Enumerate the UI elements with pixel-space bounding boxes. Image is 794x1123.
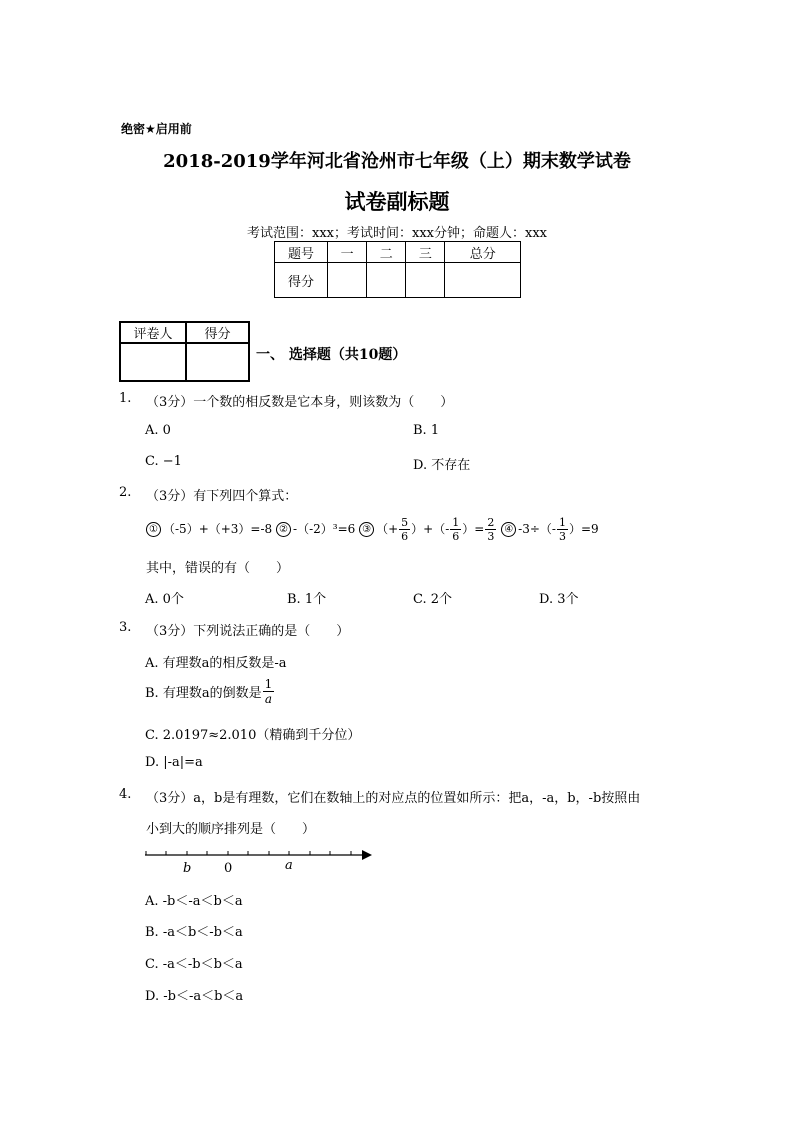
question-3-option-d[interactable]: D. |-a|=a [145, 755, 203, 770]
question-1-option-b[interactable]: B. 1 [413, 423, 440, 438]
question-2-option-d[interactable]: D. 3个 [539, 592, 579, 607]
score-cell-3[interactable] [406, 263, 445, 298]
score-header-label: 题号 [275, 242, 328, 263]
question-2-option-c[interactable]: C. 2个 [413, 592, 453, 607]
grader-cell[interactable] [120, 343, 186, 381]
question-4-option-c[interactable]: C. -a＜-b＜b＜a [145, 957, 243, 972]
question-1-number: 1. [119, 391, 132, 406]
grader-table [119, 321, 250, 382]
question-1-option-a[interactable]: A. 0 [145, 423, 171, 438]
score-cell-2[interactable] [367, 263, 406, 298]
circled-3: ③ [359, 522, 374, 537]
expr-3a: （+ [376, 522, 399, 536]
number-line-label-a: a [285, 858, 293, 873]
score-header-2: 二 [367, 242, 406, 263]
question-3-number: 3. [119, 620, 132, 635]
question-2-expressions [146, 512, 599, 546]
score-header-total: 总分 [445, 242, 521, 263]
question-3-option-b[interactable] [145, 678, 275, 705]
grader-score-cell[interactable] [186, 343, 249, 381]
question-2-follow: 其中，错误的有（ ） [146, 561, 290, 576]
question-3-option-a[interactable]: A. 有理数a的相反数是-a [145, 656, 287, 671]
score-header-1: 一 [328, 242, 367, 263]
expr-1: （-5）+（+3）=-8 [163, 522, 273, 536]
fraction-5-6: $\frac{5}{6}$ [401, 516, 409, 543]
number-line [140, 845, 380, 879]
expr-2: -（-2）³=6 [293, 522, 356, 536]
question-2-option-a[interactable]: A. 0个 [145, 592, 184, 607]
score-cell-1[interactable] [328, 263, 367, 298]
secret-mark: 绝密★启用前 [121, 122, 192, 136]
fraction-2-3: $\frac{2}{3}$ [487, 516, 495, 543]
exam-subtitle: 试卷副标题 [344, 189, 450, 214]
question-1-stem: （3分）一个数的相反数是它本身，则该数为（ ） [146, 395, 454, 410]
question-3-option-c[interactable]: C. 2.0197≈2.010（精确到千分位） [145, 728, 361, 743]
grader-score-header: 得分 [186, 322, 249, 343]
expr-4b: ）=9 [568, 522, 599, 536]
expr-4a: -3÷（- [518, 522, 556, 536]
question-1-option-c[interactable]: C. −1 [145, 454, 182, 469]
question-2-number: 2. [119, 485, 132, 500]
section-title: 一、 选择题（共10题） [256, 347, 407, 363]
circled-4: ④ [501, 522, 516, 537]
fraction-1-3: $\frac{1}{3}$ [558, 516, 566, 543]
question-2-stem: （3分）有下列四个算式： [146, 489, 298, 504]
question-2-option-b[interactable]: B. 1个 [287, 592, 327, 607]
question-3-option-b-text: B. 有理数a的倒数是 [145, 686, 262, 701]
grader-header: 评卷人 [120, 322, 186, 343]
question-4-option-b[interactable]: B. -a＜b＜-b＜a [145, 925, 243, 940]
number-line-arrow [362, 850, 372, 860]
question-4-option-d[interactable]: D. -b＜-a＜b＜a [145, 989, 244, 1004]
question-3-stem: （3分）下列说法正确的是（ ） [146, 624, 350, 639]
circled-1: ① [146, 522, 161, 537]
fraction-1-6: $\frac{1}{6}$ [452, 516, 460, 543]
exam-info: 考试范围：xxx；考试时间：xxx分钟；命题人：xxx [247, 226, 547, 241]
question-1-option-d[interactable]: D. 不存在 [413, 458, 471, 473]
question-4-number: 4. [119, 787, 132, 802]
score-table [274, 241, 521, 298]
fraction-1-over-a: $\frac{1}{a}$ [264, 677, 273, 706]
expr-3c: ）= [462, 522, 485, 536]
question-4-option-a[interactable]: A. -b＜-a＜b＜a [145, 894, 243, 909]
exam-title: 2018-2019学年河北省沧州市七年级（上）期末数学试卷 [163, 151, 631, 172]
score-row-label: 得分 [275, 263, 328, 298]
question-4-stem-line2: 小到大的顺序排列是（ ） [146, 822, 316, 837]
score-header-3: 三 [406, 242, 445, 263]
score-cell-total[interactable] [445, 263, 521, 298]
circled-2: ② [276, 522, 291, 537]
number-line-label-b: b [183, 861, 192, 876]
expr-3b: ）+（- [411, 522, 450, 536]
question-4-stem-line1: （3分）a，b是有理数，它们在数轴上的对应点的位置如所示：把a，-a，b，-b按照由 [146, 791, 641, 806]
number-line-label-0: 0 [224, 861, 233, 876]
